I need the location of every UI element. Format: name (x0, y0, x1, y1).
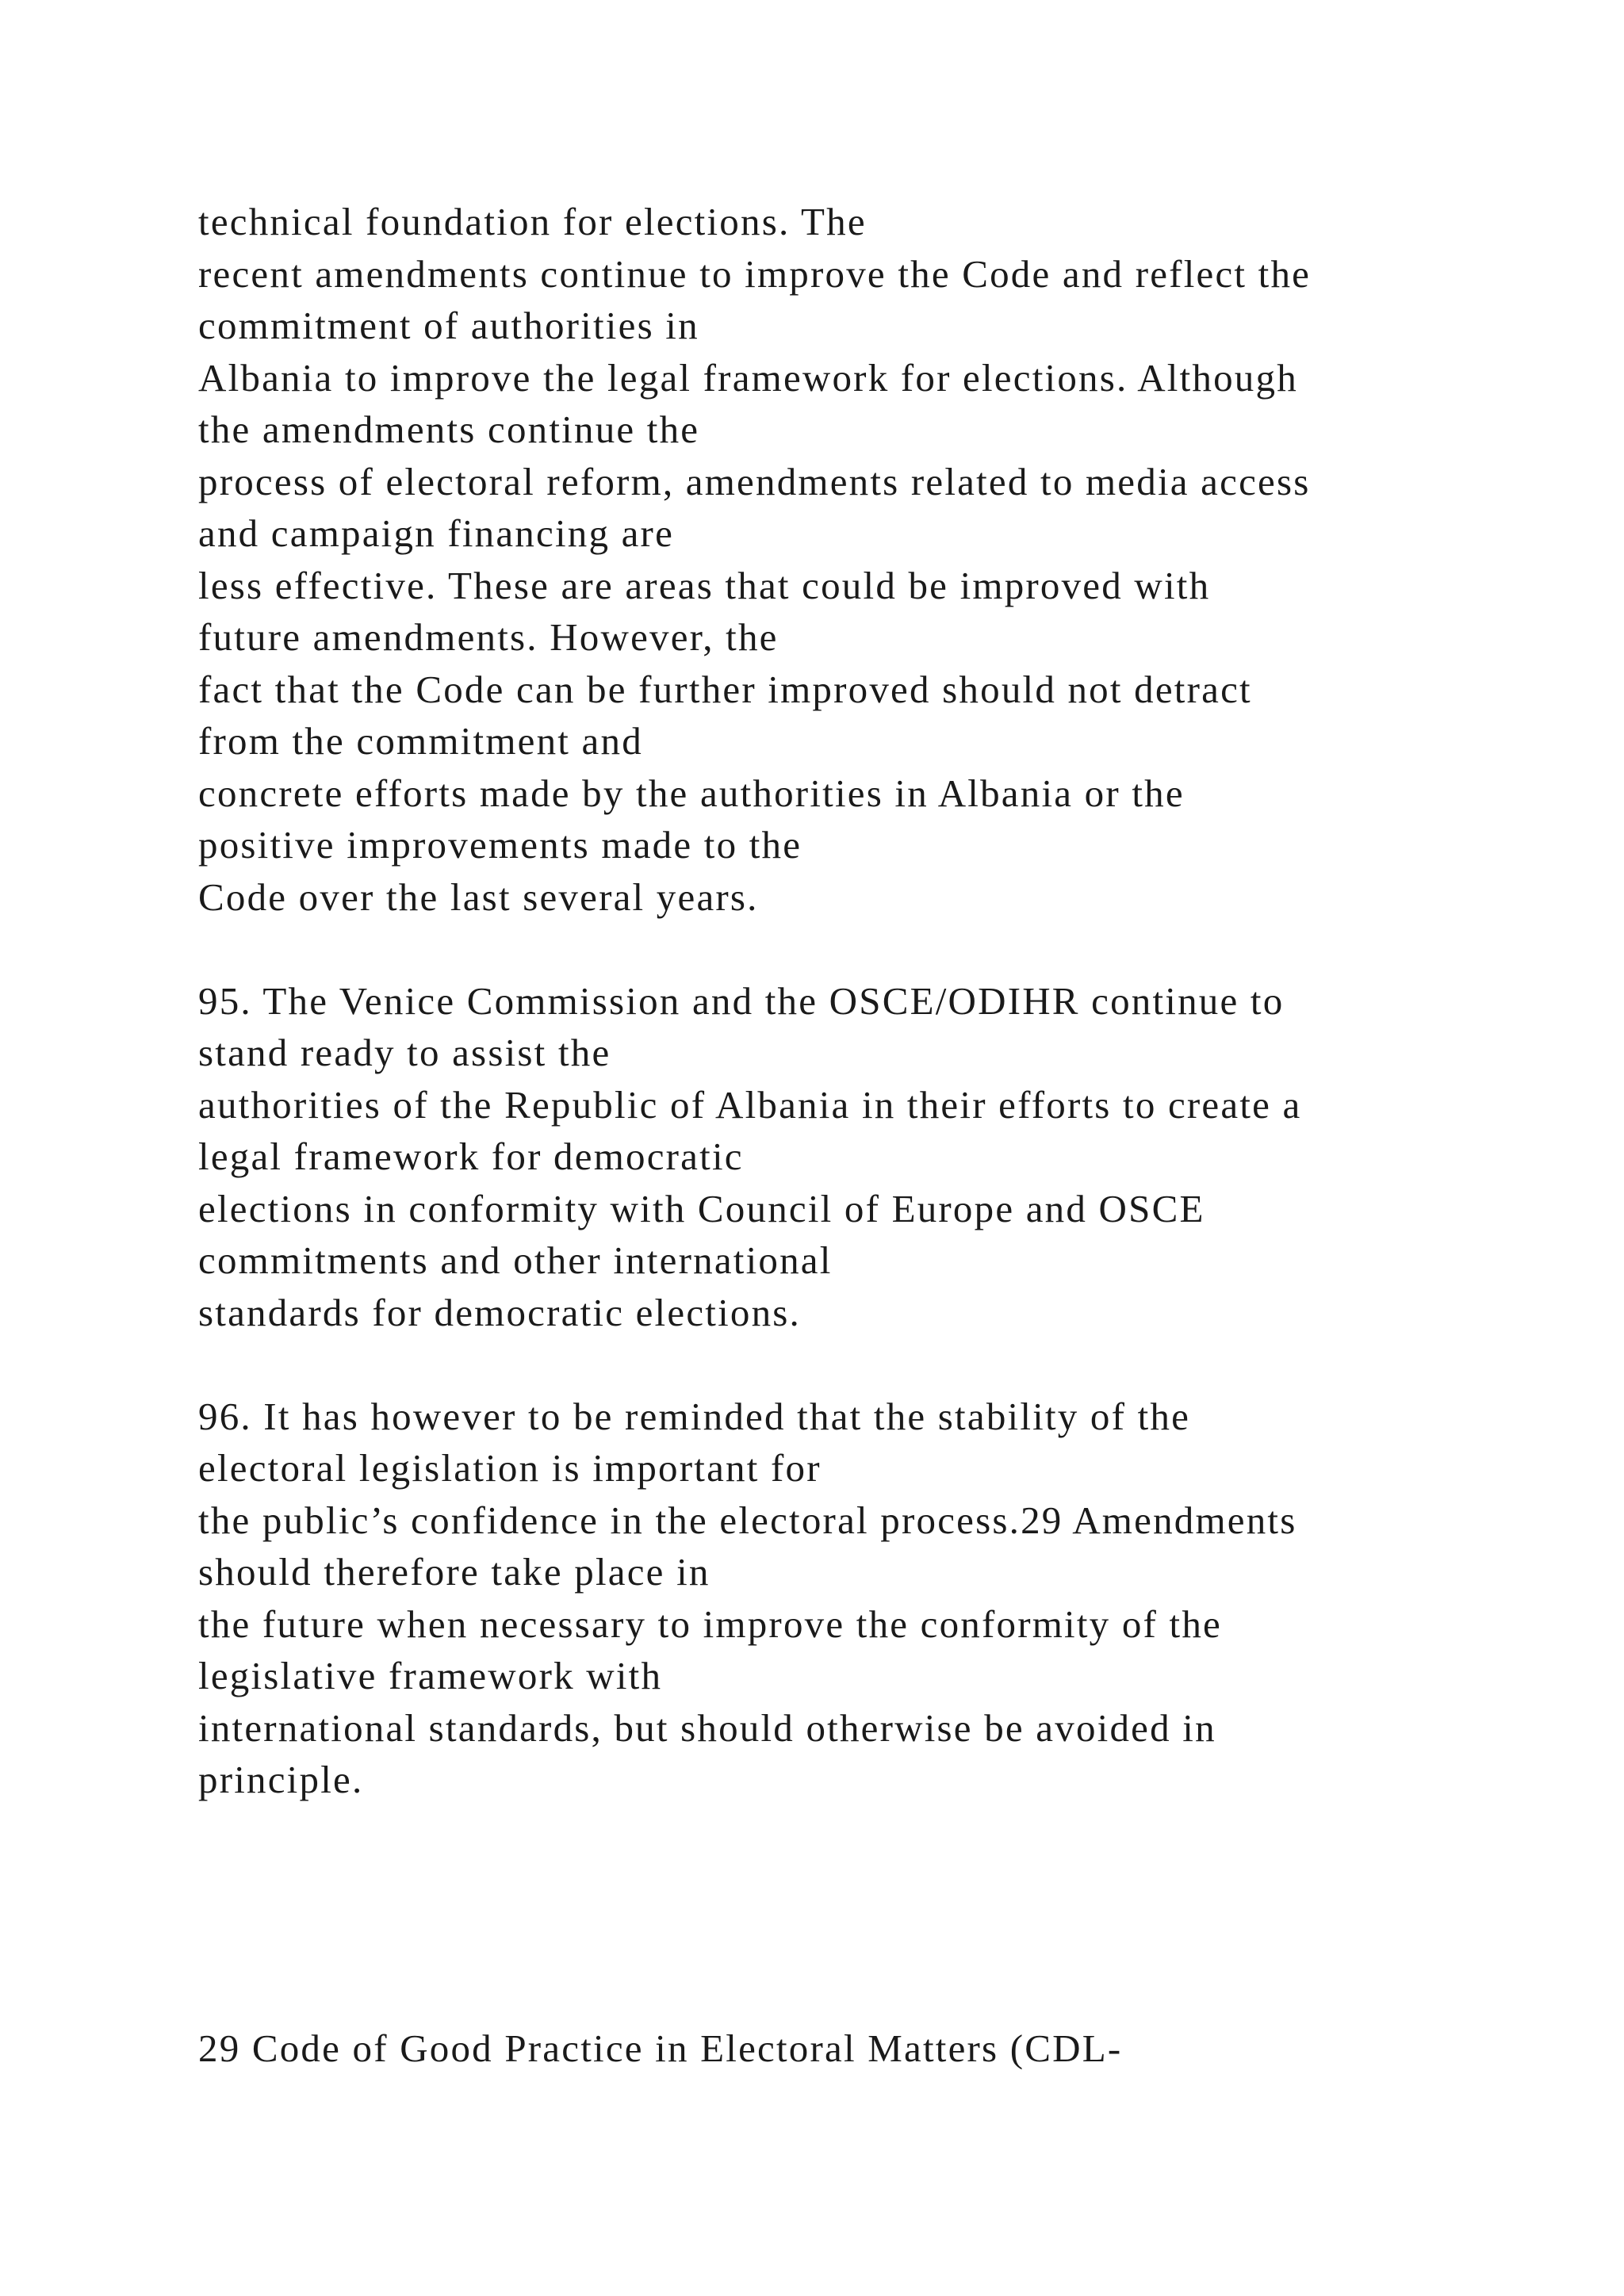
text-line: and campaign financing are (198, 511, 675, 555)
text-line: 96. It has however to be reminded that the stability of the (198, 1395, 1191, 1438)
text-line: the public’s confidence in the electoral process.29 Amendments (198, 1498, 1297, 1542)
text-line: legal framework for democratic (198, 1135, 744, 1178)
text-line: stand ready to assist the (198, 1031, 611, 1074)
footnote: 29 Code of Good Practice in Electoral Matters (CDL- (198, 2026, 1123, 2070)
text-line: technical foundation for elections. The (198, 200, 867, 243)
text-line: legislative framework with (198, 1654, 663, 1697)
text-line: from the commitment and (198, 719, 643, 763)
text-line: concrete efforts made by the authorities in Albania or the (198, 771, 1185, 815)
text-line: authorities of the Republic of Albania in their efforts to create a (198, 1083, 1302, 1127)
text-line: Albania to improve the legal framework for elections. Although (198, 356, 1298, 400)
text-line: Code over the last several years. (198, 875, 759, 919)
text-line: principle. (198, 1758, 364, 1801)
text-line: the amendments continue the (198, 408, 700, 451)
text-line: future amendments. However, the (198, 615, 779, 659)
text-line: commitment of authorities in (198, 304, 699, 347)
text-line: fact that the Code can be further improved should not detract (198, 668, 1252, 711)
text-line: process of electoral reform, amendments related to media access (198, 460, 1311, 503)
text-line: should therefore take place in (198, 1550, 710, 1594)
text-line: positive improvements made to the (198, 823, 802, 867)
text-line: recent amendments continue to improve the Code and reflect the (198, 252, 1312, 296)
text-line: standards for democratic elections. (198, 1291, 802, 1334)
text-line: 95. The Venice Commission and the OSCE/ODIHR continue to (198, 979, 1285, 1023)
text-line: the future when necessary to improve the conformity of the (198, 1602, 1222, 1646)
text-line: electoral legislation is important for (198, 1446, 822, 1490)
text-line: commitments and other international (198, 1238, 833, 1282)
text-line: elections in conformity with Council of Europe and OSCE (198, 1187, 1205, 1230)
text-line: less effective. These are areas that could be improved with (198, 564, 1211, 607)
text-line: international standards, but should otherwise be avoided in (198, 1706, 1216, 1750)
